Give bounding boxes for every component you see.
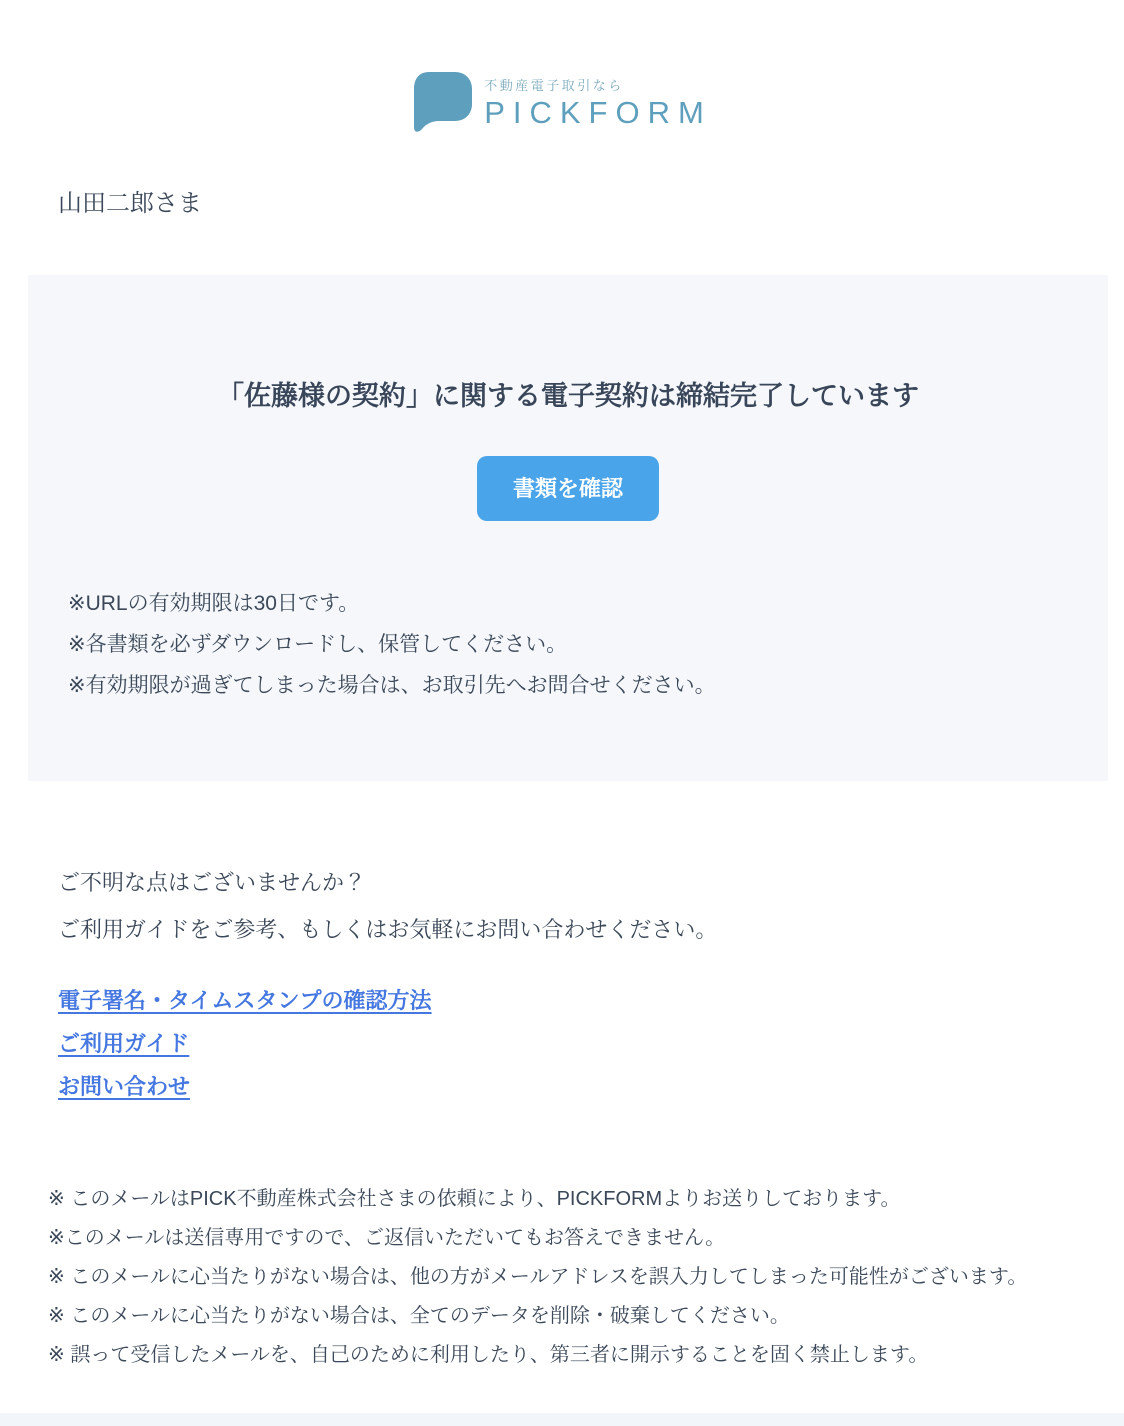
brand-text [484, 62, 712, 128]
brand-wordmark: PICKFORM [484, 95, 712, 130]
link-contact[interactable]: お問い合わせ [58, 1074, 191, 1099]
disclaimer-sent-on-behalf: ※ このメールはPICK不動産株式会社さまの依頼により、PICKFORMよりお送りしております。 [48, 1188, 901, 1210]
note-download: ※各書類を必ずダウンロードし、保管してください。 [68, 633, 568, 656]
notice-notes [68, 583, 1068, 706]
guide-links [58, 979, 1124, 1108]
disclaimer-no-reply: ※このメールは送信専用ですので、ご返信いただいてもお答えできません。 [48, 1227, 726, 1249]
link-user-guide[interactable]: ご利用ガイド [58, 1031, 190, 1056]
help-text [58, 859, 1124, 953]
help-line-2: ご利用ガイドをご参考、もしくはお気軽にお問い合わせください。 [58, 917, 718, 942]
footer-disclaimers [48, 1180, 1078, 1375]
help-line-1: ご不明な点はございませんか？ [58, 870, 367, 895]
disclaimer-wrong-address: ※ このメールに心当たりがない場合は、他の方がメールアドレスを誤入力してしまった可能性がございます。 [48, 1266, 1028, 1288]
note-expired-contact: ※有効期限が過ぎてしまった場合は、お取引先へお問合せください。 [68, 674, 716, 697]
notice-panel [28, 275, 1108, 781]
note-url-expiry: ※URLの有効期限は30日です。 [68, 592, 360, 615]
speech-bubble-icon [412, 72, 472, 134]
brand-tagline: 不動産電子取引なら [484, 78, 624, 93]
brand-logo [0, 0, 1124, 134]
confirm-documents-button[interactable]: 書類を確認 [477, 456, 659, 521]
footer-section-edge [0, 1413, 1124, 1426]
disclaimer-no-disclosure: ※ 誤って受信したメールを、自己のために利用したり、第三者に開示することを固く禁止します。 [48, 1344, 929, 1366]
disclaimer-delete-data: ※ このメールに心当たりがない場合は、全てのデータを削除・破棄してください。 [48, 1305, 790, 1327]
recipient-greeting: 山田二郎さま [58, 190, 202, 217]
link-signature-timestamp-guide[interactable]: 電子署名・タイムスタンプの確認方法 [58, 988, 432, 1013]
notice-title: 「佐藤様の契約」に関する電子契約は締結完了しています [217, 381, 919, 411]
